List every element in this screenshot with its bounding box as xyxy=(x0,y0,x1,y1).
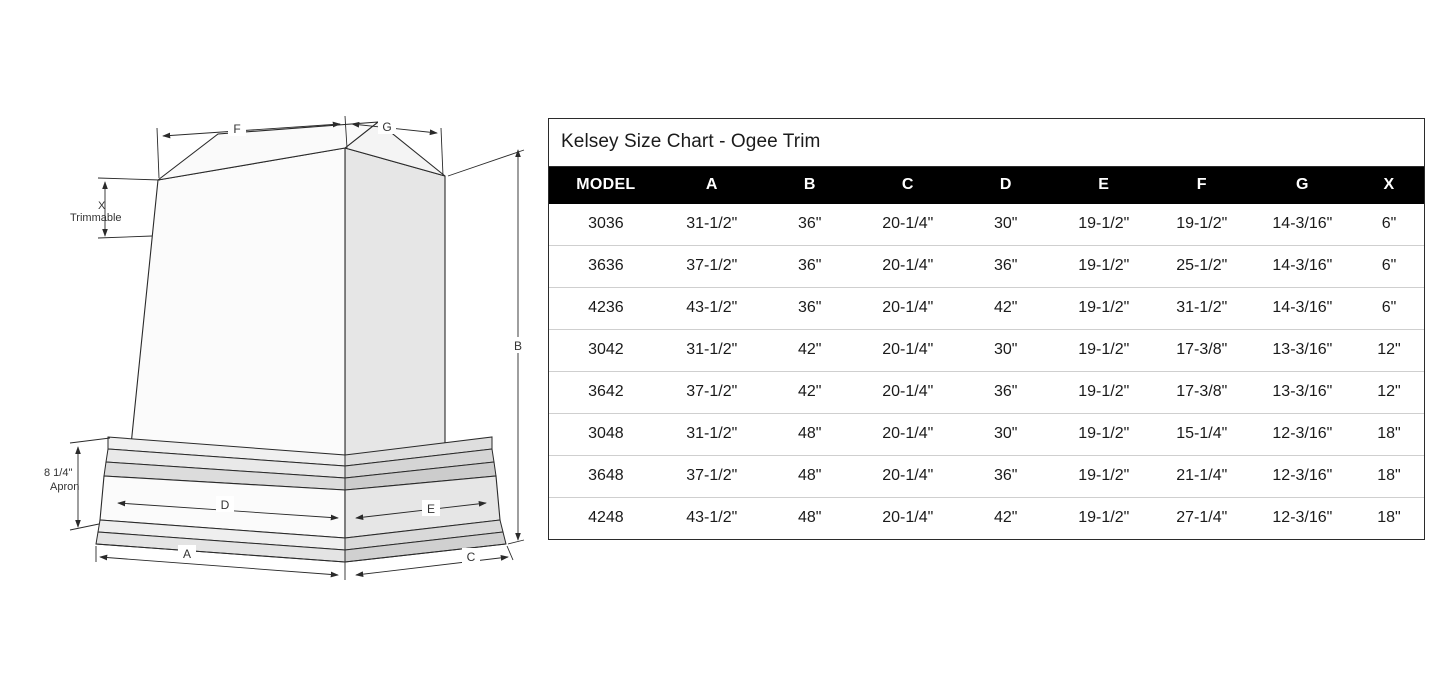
cell-a: 31-1/2" xyxy=(663,329,761,371)
cell-g: 13-3/16" xyxy=(1251,371,1354,413)
cell-a: 37-1/2" xyxy=(663,371,761,413)
cell-model: 3636 xyxy=(549,245,663,287)
cell-b: 48" xyxy=(761,455,859,497)
cell-f: 19-1/2" xyxy=(1153,204,1251,246)
column-header-x: X xyxy=(1354,167,1424,204)
table-row xyxy=(549,329,1424,371)
table-header-row xyxy=(549,167,1424,204)
label-x-trimmable: Trimmable xyxy=(70,212,122,224)
cell-d: 36" xyxy=(957,245,1055,287)
cell-c: 20-1/4" xyxy=(859,204,957,246)
cell-model: 3036 xyxy=(549,204,663,246)
ext-line-f-left xyxy=(157,128,159,178)
cell-c: 20-1/4" xyxy=(859,455,957,497)
cell-a: 37-1/2" xyxy=(663,455,761,497)
cell-b: 42" xyxy=(761,371,859,413)
cell-a: 31-1/2" xyxy=(663,204,761,246)
cell-model: 3048 xyxy=(549,413,663,455)
column-header-b: B xyxy=(761,167,859,204)
table-row xyxy=(549,371,1424,413)
cell-c: 20-1/4" xyxy=(859,413,957,455)
cell-c: 20-1/4" xyxy=(859,245,957,287)
label-apron: Apron xyxy=(50,481,80,493)
cell-c: 20-1/4" xyxy=(882,508,934,526)
cell-b: 48" xyxy=(798,508,822,526)
cell-x: 6" xyxy=(1354,245,1424,287)
cell-x: 6" xyxy=(1354,204,1424,246)
hood-right-face xyxy=(345,148,445,480)
table-row xyxy=(549,204,1424,246)
cell-a: 43-1/2" xyxy=(663,287,761,329)
cell-b: 42" xyxy=(761,329,859,371)
cell-g: 12-3/16" xyxy=(1272,508,1333,526)
cell-g: 12-3/16" xyxy=(1251,413,1354,455)
cell-model: 4248 xyxy=(588,508,624,526)
ext-line-x-bottom xyxy=(98,236,152,238)
label-g: G xyxy=(382,120,392,134)
cell-x: 12" xyxy=(1354,371,1424,413)
cell-e: 19-1/2" xyxy=(1055,245,1153,287)
ext-line-x-top xyxy=(98,178,160,180)
ext-line-g-right xyxy=(441,128,443,176)
dim-line-c xyxy=(356,557,508,575)
label-b: B xyxy=(513,339,523,353)
table-body xyxy=(549,204,1424,539)
cell-a: 43-1/2" xyxy=(686,508,738,526)
cell-e: 19-1/2" xyxy=(1055,371,1153,413)
cell-a: 37-1/2" xyxy=(663,245,761,287)
column-header-c: C xyxy=(859,167,957,204)
cell-b: 48" xyxy=(761,413,859,455)
hood-body xyxy=(96,122,506,562)
cell-f: 31-1/2" xyxy=(1153,287,1251,329)
cell-g: 14-3/16" xyxy=(1251,204,1354,246)
cell-x: 12" xyxy=(1354,329,1424,371)
hood-dimension-svg xyxy=(0,0,545,685)
ext-line-apron-top xyxy=(70,438,110,443)
table-header xyxy=(549,167,1424,204)
cell-d: 42" xyxy=(957,287,1055,329)
cell-x: 6" xyxy=(1354,287,1424,329)
column-header-e: E xyxy=(1055,167,1153,204)
cell-d: 30" xyxy=(957,329,1055,371)
column-header-f: F xyxy=(1153,167,1251,204)
cell-b: 36" xyxy=(761,287,859,329)
size-chart-title: Kelsey Size Chart - Ogee Trim xyxy=(549,119,1424,167)
cell-d: 30" xyxy=(957,413,1055,455)
column-header-d: D xyxy=(957,167,1055,204)
hood-front-face xyxy=(130,148,345,468)
cell-d: 36" xyxy=(957,371,1055,413)
ext-line-c-right xyxy=(507,546,513,560)
cell-d: 42" xyxy=(994,508,1018,526)
drawing-panel xyxy=(0,0,545,685)
cell-x: 18" xyxy=(1377,508,1401,526)
cell-f: 25-1/2" xyxy=(1153,245,1251,287)
cell-c: 20-1/4" xyxy=(859,371,957,413)
ext-line-apron-bottom xyxy=(70,524,99,530)
ext-line-b-top xyxy=(448,150,524,176)
cell-c: 20-1/4" xyxy=(859,287,957,329)
cell-e: 19-1/2" xyxy=(1055,455,1153,497)
table-row xyxy=(549,455,1424,497)
cell-model: 3042 xyxy=(549,329,663,371)
column-header-a: A xyxy=(663,167,761,204)
table-row xyxy=(549,497,1424,539)
ext-line-b-bottom xyxy=(508,540,524,544)
cell-b: 36" xyxy=(761,204,859,246)
cell-g: 14-3/16" xyxy=(1251,245,1354,287)
cell-a: 31-1/2" xyxy=(663,413,761,455)
cell-f: 15-1/4" xyxy=(1153,413,1251,455)
cell-e: 19-1/2" xyxy=(1055,204,1153,246)
cell-e: 19-1/2" xyxy=(1055,413,1153,455)
label-apron-measure: 8 1/4" xyxy=(44,467,73,479)
label-d: D xyxy=(220,498,230,512)
cell-x: 18" xyxy=(1354,413,1424,455)
cell-d: 36" xyxy=(957,455,1055,497)
cell-f: 17-3/8" xyxy=(1153,371,1251,413)
cell-d: 30" xyxy=(957,204,1055,246)
cell-g: 12-3/16" xyxy=(1251,455,1354,497)
cell-e: 19-1/2" xyxy=(1055,329,1153,371)
cell-g: 14-3/16" xyxy=(1251,287,1354,329)
column-header-g: G xyxy=(1251,167,1354,204)
cell-model: 3642 xyxy=(549,371,663,413)
size-chart-panel xyxy=(548,118,1425,540)
table-row xyxy=(549,413,1424,455)
cell-f: 21-1/4" xyxy=(1153,455,1251,497)
cell-model: 3648 xyxy=(549,455,663,497)
cell-e: 19-1/2" xyxy=(1055,287,1153,329)
cell-b: 36" xyxy=(761,245,859,287)
label-e: E xyxy=(426,502,436,516)
size-chart-table xyxy=(549,167,1424,539)
cell-x: 18" xyxy=(1354,455,1424,497)
table-row xyxy=(549,245,1424,287)
cell-f: 27-1/4" xyxy=(1176,508,1228,526)
dim-line-a xyxy=(100,557,338,575)
cell-c: 20-1/4" xyxy=(859,329,957,371)
label-f: F xyxy=(233,122,241,136)
column-header-model: MODEL xyxy=(549,167,663,204)
label-x: X xyxy=(98,200,106,212)
cell-e: 19-1/2" xyxy=(1078,508,1130,526)
cell-f: 17-3/8" xyxy=(1153,329,1251,371)
cell-g: 13-3/16" xyxy=(1251,329,1354,371)
table-row xyxy=(549,287,1424,329)
label-c: C xyxy=(466,550,476,564)
cell-model: 4236 xyxy=(549,287,663,329)
label-a: A xyxy=(182,547,192,561)
